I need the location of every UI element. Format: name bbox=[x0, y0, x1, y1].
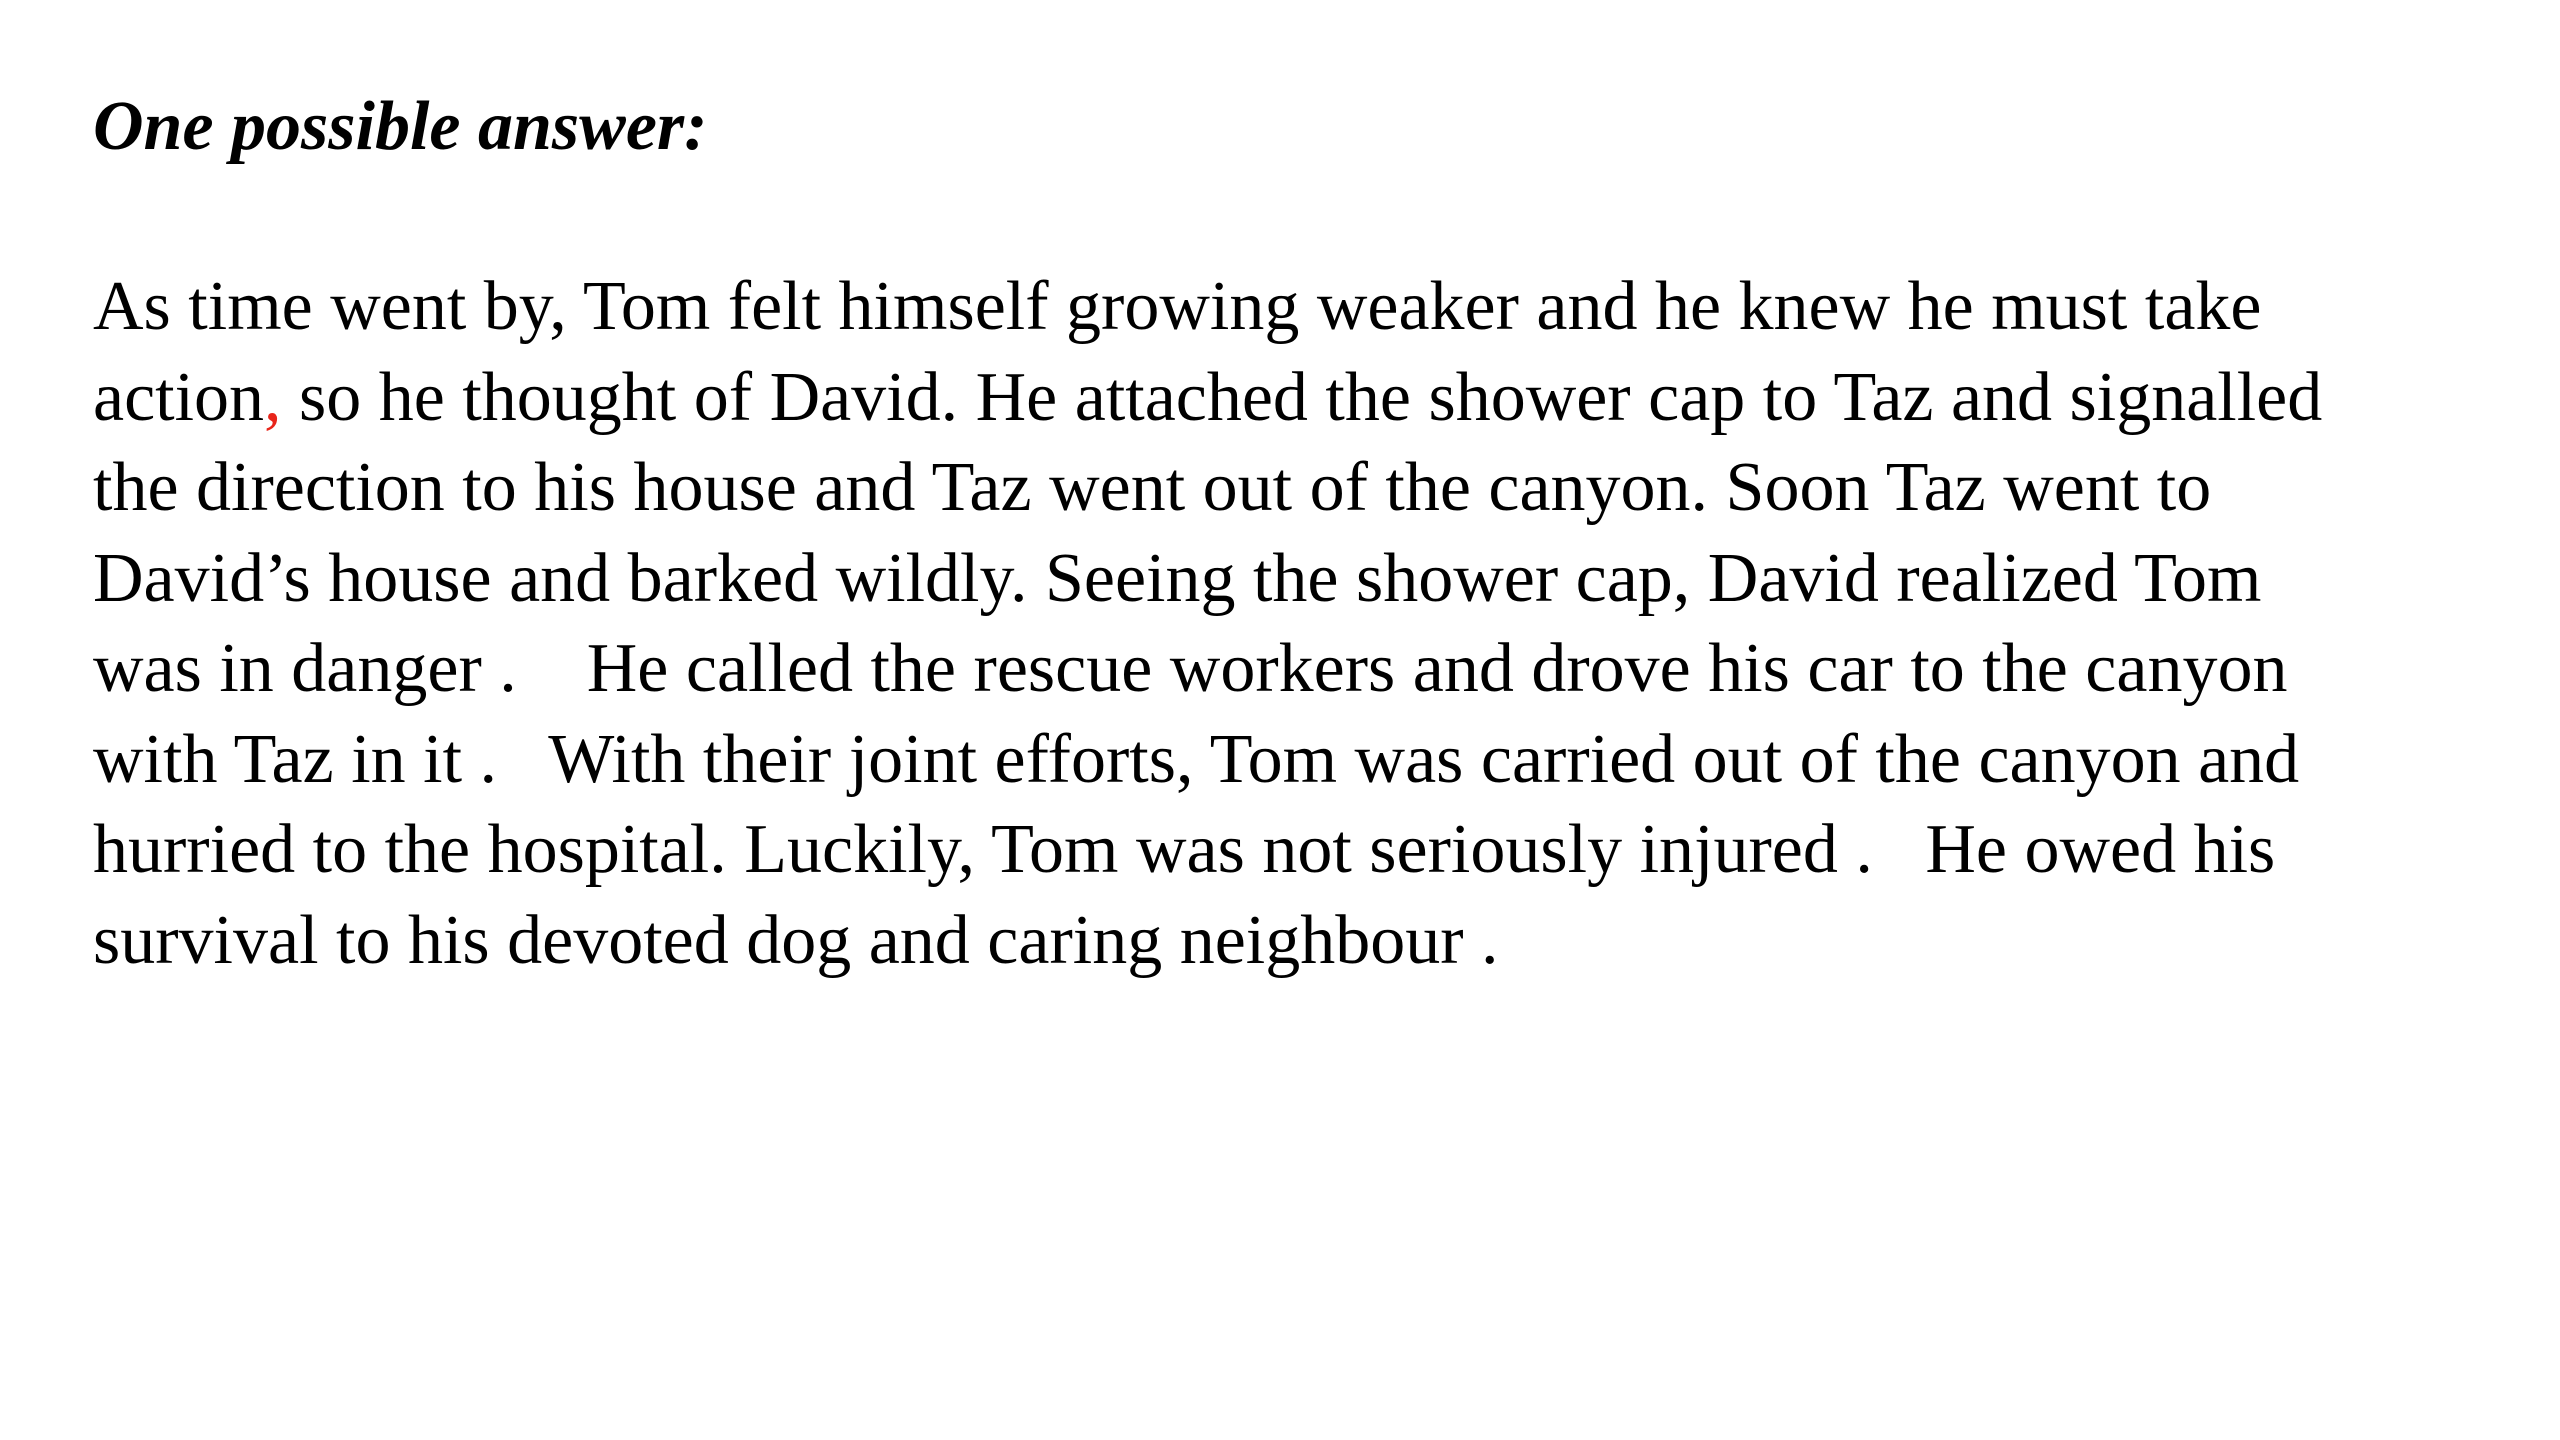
passage bbox=[93, 262, 2533, 986]
passage-line: hurried to the hospital. Luckily, Tom was not seriously injured . He owed his bbox=[93, 811, 2276, 888]
passage-line: David’s house and barked wildly. Seeing the shower cap, David realized Tom bbox=[93, 539, 2262, 617]
passage-line: with Taz in it . With their joint efforts, Tom was carried out of the canyon and bbox=[93, 720, 2300, 798]
heading: One possible answer: bbox=[93, 88, 708, 165]
passage-line-text: so he thought of David. He attached the shower cap to Taz and signalled bbox=[299, 358, 2323, 436]
passage-word-action: action bbox=[93, 358, 265, 436]
highlighted-comma: , bbox=[264, 358, 282, 436]
passage-line: the direction to his house and Taz went out of the canyon. Soon Taz went to bbox=[93, 449, 2212, 526]
passage-line: was in danger . He called the rescue workers and drove his car to the canyon bbox=[93, 630, 2288, 707]
passage-line bbox=[93, 353, 2533, 444]
passage-line: As time went by, Tom felt himself growing weaker and he knew he must take bbox=[93, 268, 2262, 345]
passage-line: survival to his devoted dog and caring neighbour . bbox=[93, 901, 1499, 979]
